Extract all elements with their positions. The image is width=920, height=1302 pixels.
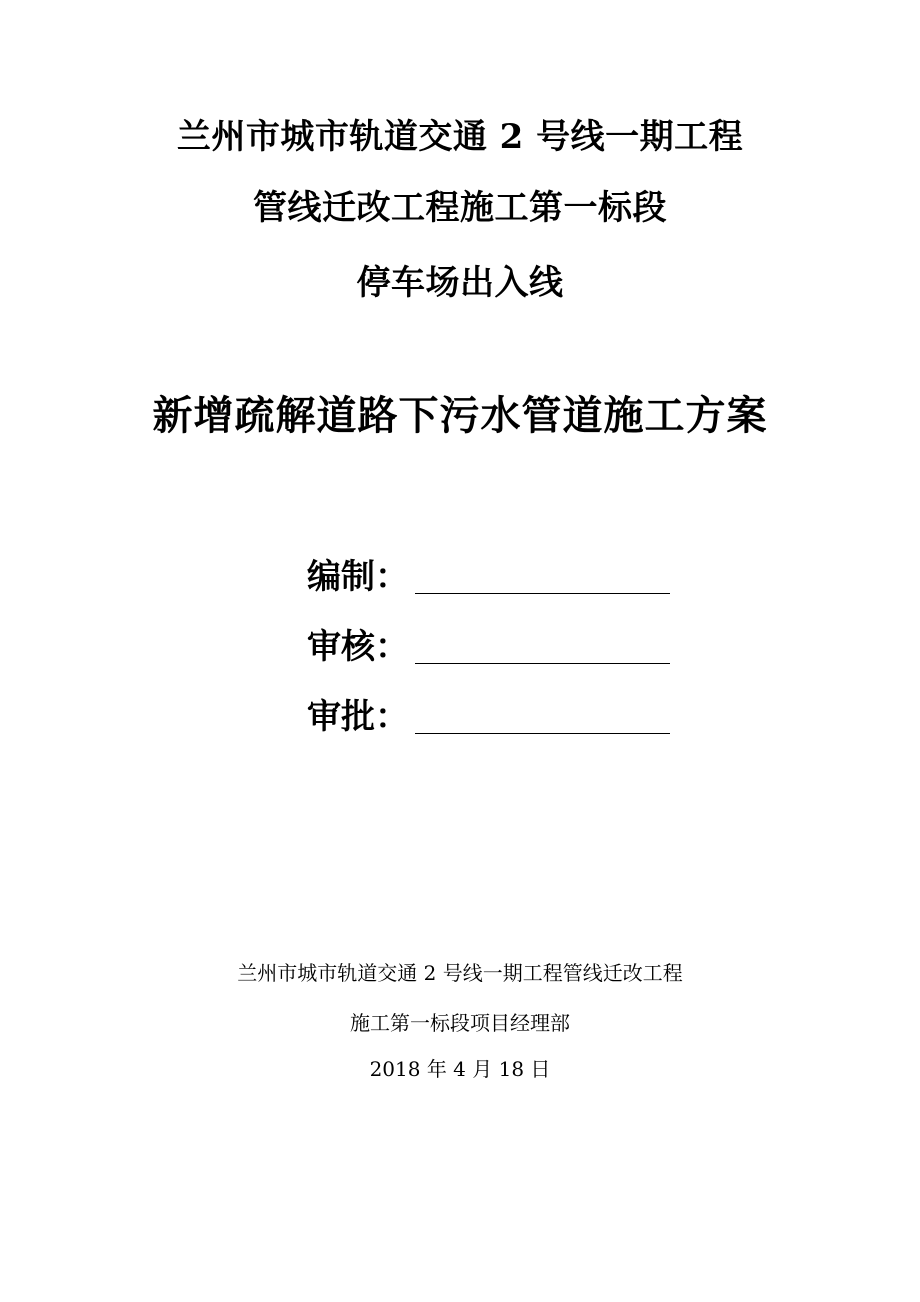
review-signature-line <box>415 663 670 664</box>
signature-row-review <box>307 623 670 667</box>
header-title-line-3: 停车场出入线 <box>356 263 564 303</box>
review-label: 审核： <box>307 627 409 667</box>
header-title-line-2: 管线迁改工程施工第一标段 <box>253 188 667 228</box>
footer-organization-line-1: 兰州市城市轨道交通 2 号线一期工程管线迁改工程 <box>237 961 683 985</box>
signature-row-approve <box>307 693 670 737</box>
footer-organization-line-2: 施工第一标段项目经理部 <box>350 1011 570 1035</box>
compile-signature-line <box>415 593 670 594</box>
header-title-line-1: 兰州市城市轨道交通 2 号线一期工程 <box>176 117 744 157</box>
document-main-title: 新增疏解道路下污水管道施工方案 <box>152 392 768 439</box>
approve-label: 审批： <box>307 697 409 737</box>
approve-signature-line <box>415 733 670 734</box>
footer-date: 2018 年 4 月 18 日 <box>369 1057 551 1081</box>
compile-label: 编制： <box>307 557 409 597</box>
signature-row-compile <box>307 553 670 597</box>
